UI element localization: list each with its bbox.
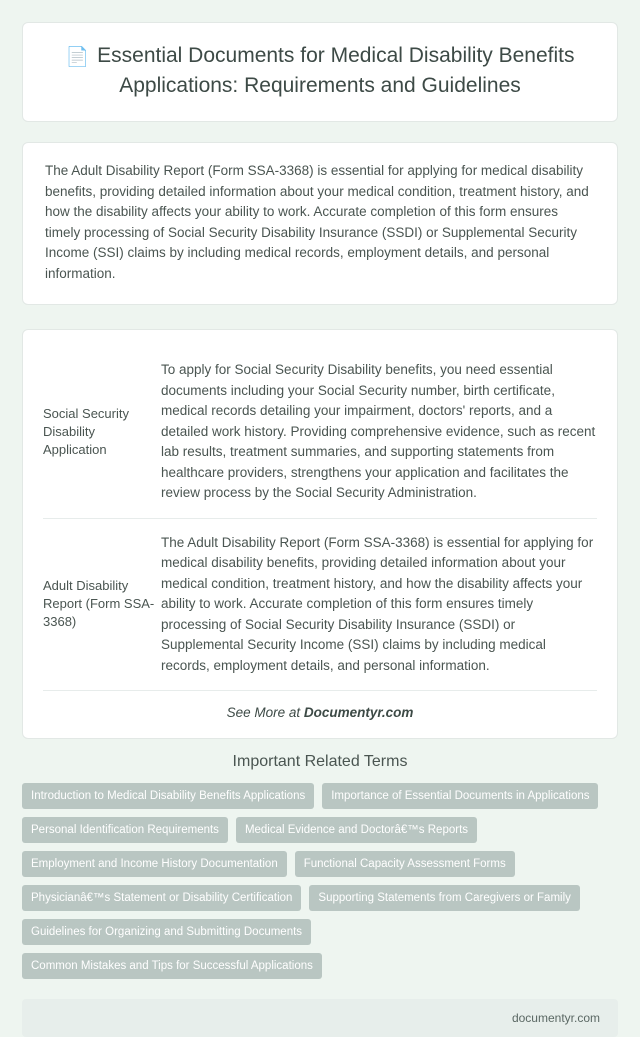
see-more-row (43, 691, 597, 724)
related-terms-list (22, 783, 618, 989)
details-table-card (22, 329, 618, 739)
details-table (43, 346, 597, 691)
related-term-tag[interactable]: Guidelines for Organizing and Submitting Documents (22, 919, 311, 945)
related-term-tag[interactable]: Employment and Income History Documentation (22, 851, 287, 877)
related-term-tag[interactable]: Introduction to Medical Disability Benefits Applications (22, 783, 314, 809)
related-term-tag[interactable]: Common Mistakes and Tips for Successful Applications (22, 953, 322, 979)
related-term-tag[interactable]: Personal Identification Requirements (22, 817, 228, 843)
related-term-tag[interactable]: Medical Evidence and Doctorâ€™s Reports (236, 817, 477, 843)
summary-text: The Adult Disability Report (Form SSA-3368) is essential for applying for medical disability benefits, providing detailed information about your medical condition, treatment history, and how the disability affects your ability to work. Accurate completion of this form ensures timely processing of Social Security Disability Insurance (SSDI) or Supplemental Security Income (SSI) claims by including medical records, employment details, and personal information. (45, 163, 589, 281)
table-cell-description: The Adult Disability Report (Form SSA-3368) is essential for applying for medical disability benefits, providing detailed information about your medical condition, treatment history, and how the disability affects your ability to work. Accurate completion of this form ensures timely processing of Social Security Disability Insurance (SSDI) or Supplemental Security Income (SSI) claims by including medical records, employment details, and personal information. (161, 518, 597, 691)
table-cell-description: To apply for Social Security Disability benefits, you need essential documents including your Social Security number, birth certificate, medical records detailing your impairment, doctors' reports, and a detailed work history. Providing comprehensive evidence, such as recent lab results, treatment summaries, and supporting statements from healthcare providers, strengthens your application and facilitates the review process by the Social Security Administration. (161, 346, 597, 518)
page-title: Essential Documents for Medical Disability Benefits Applications: Requirements and Guidelines (97, 44, 575, 97)
table-cell-term: Social Security Disability Application (43, 346, 161, 518)
related-terms-heading: Important Related Terms (232, 753, 408, 770)
summary-card (22, 142, 618, 305)
related-term-tag[interactable]: Supporting Statements from Caregivers or Family (309, 885, 579, 911)
table-row (43, 518, 597, 691)
title-card (22, 22, 618, 122)
footer-bar (22, 999, 618, 1037)
table-cell-term: Adult Disability Report (Form SSA-3368) (43, 518, 161, 691)
see-more-link[interactable]: Documentyr.com (303, 705, 414, 720)
table-row (43, 346, 597, 518)
related-term-tag[interactable]: Physicianâ€™s Statement or Disability Certification (22, 885, 301, 911)
document-icon: 📄 (65, 47, 90, 68)
title-row (45, 41, 595, 101)
related-term-tag[interactable]: Functional Capacity Assessment Forms (295, 851, 515, 877)
footer-site-label: documentyr.com (511, 1011, 600, 1025)
see-more-label: See More at (226, 705, 304, 720)
related-term-tag[interactable]: Importance of Essential Documents in Applications (322, 783, 598, 809)
